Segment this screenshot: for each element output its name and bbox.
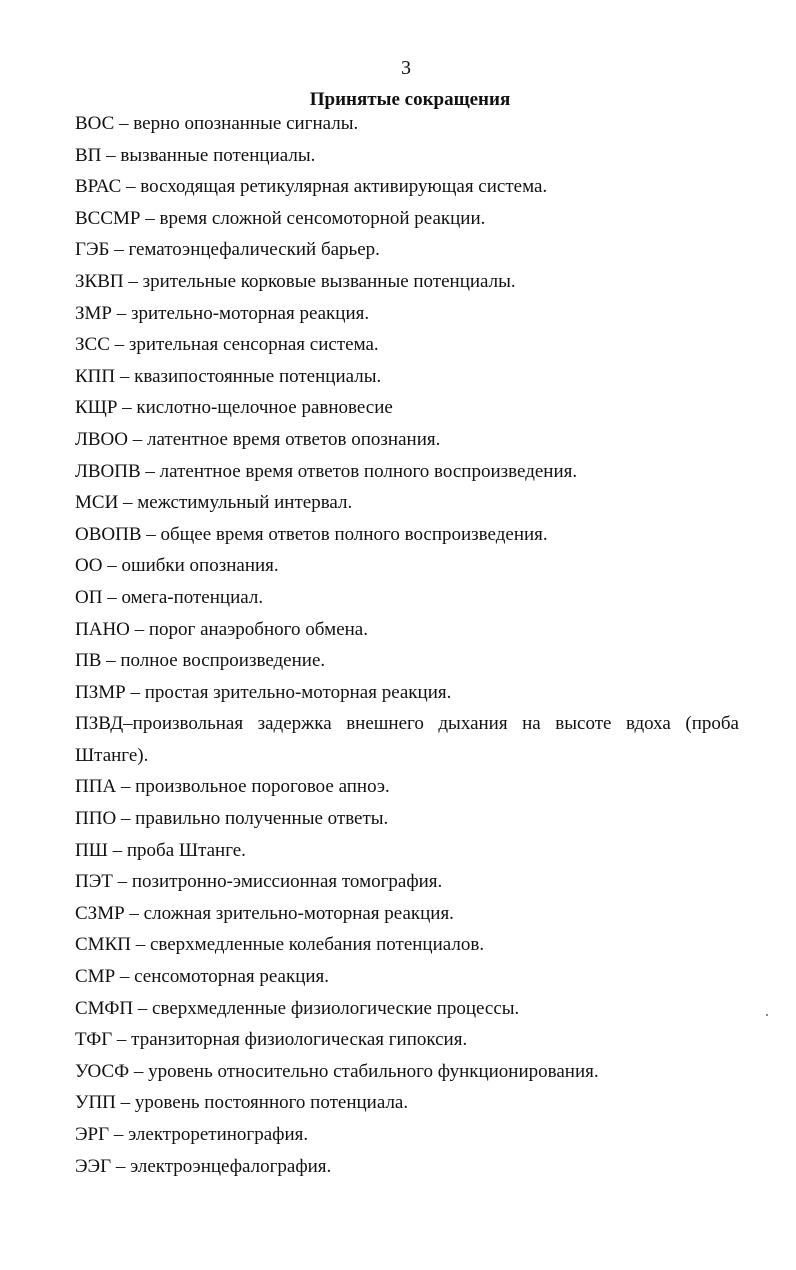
list-item: ПШ – проба Штанге. [75, 839, 246, 861]
list-item: ВРАС – восходящая ретикулярная активирующая система. [75, 176, 548, 198]
list-item: УОСФ – уровень относительно стабильного функционирования. [75, 1060, 599, 1082]
page-title: Принятые сокращения [309, 89, 511, 110]
list-item: ОП – омега-потенциал. [75, 586, 264, 608]
list-item: ЛВОПВ – латентное время ответов полного воспроизведения. [75, 460, 578, 482]
list-item: ПВ – полное воспроизведение. [75, 650, 326, 672]
page-number: 3 [401, 57, 411, 79]
list-item: УПП – уровень постоянного потенциала. [75, 1092, 409, 1114]
list-item: ОВОПВ – общее время ответов полного воспроизведения. [75, 523, 548, 545]
list-item: ЛВОО – латентное время ответов опознания. [75, 428, 441, 450]
list-item: ВССМР – время сложной сенсомоторной реакции. [75, 207, 486, 229]
list-item: КПП – квазипостоянные потенциалы. [75, 365, 382, 387]
list-item: ВП – вызванные потенциалы. [75, 144, 316, 166]
list-item: ПЗВД–произвольная задержка внешнего дыхания на высоте вдоха (проба Штанге). [75, 713, 739, 766]
list-item: КЩР – кислотно-щелочное равновесие [75, 397, 393, 419]
list-item: ЭЭГ – электроэнцефалография. [75, 1155, 332, 1177]
list-item: ЗМР – зрительно-моторная реакция. [75, 302, 370, 324]
list-item: СЗМР – сложная зрительно-моторная реакция. [75, 902, 454, 924]
list-item: ВОС – верно опознанные сигналы. [75, 113, 359, 134]
list-item: ППО – правильно полученные ответы. [75, 808, 389, 830]
list-item: МСИ – межстимульный интервал. [75, 492, 353, 514]
list-item: ЗСС – зрительная сенсорная система. [75, 334, 379, 356]
list-item: ЗКВП – зрительные корковые вызванные потенциалы. [75, 270, 516, 292]
list-item: ПЭТ – позитронно-эмиссионная томография. [75, 871, 443, 893]
list-item: СМР – сенсомоторная реакция. [75, 966, 330, 988]
list-item: ЭРГ – электроретинография. [75, 1124, 309, 1145]
abbreviation-list [75, 108, 739, 1182]
list-item: ППА – произвольное пороговое апноэ. [75, 776, 390, 798]
list-item: СМФП – сверхмедленные физиологические процессы. [75, 997, 520, 1019]
scan-speck [766, 1014, 768, 1016]
list-item: ПАНО – порог анаэробного обмена. [75, 618, 368, 640]
list-item: ПЗМР – простая зрительно-моторная реакция. [75, 681, 452, 703]
list-item: ТФГ – транзиторная физиологическая гипоксия. [75, 1029, 468, 1051]
list-item: ОО – ошибки опознания. [75, 555, 279, 577]
list-item: ГЭБ – гематоэнцефалический барьер. [75, 239, 380, 261]
list-item: СМКП – сверхмедленные колебания потенциалов. [75, 934, 485, 956]
